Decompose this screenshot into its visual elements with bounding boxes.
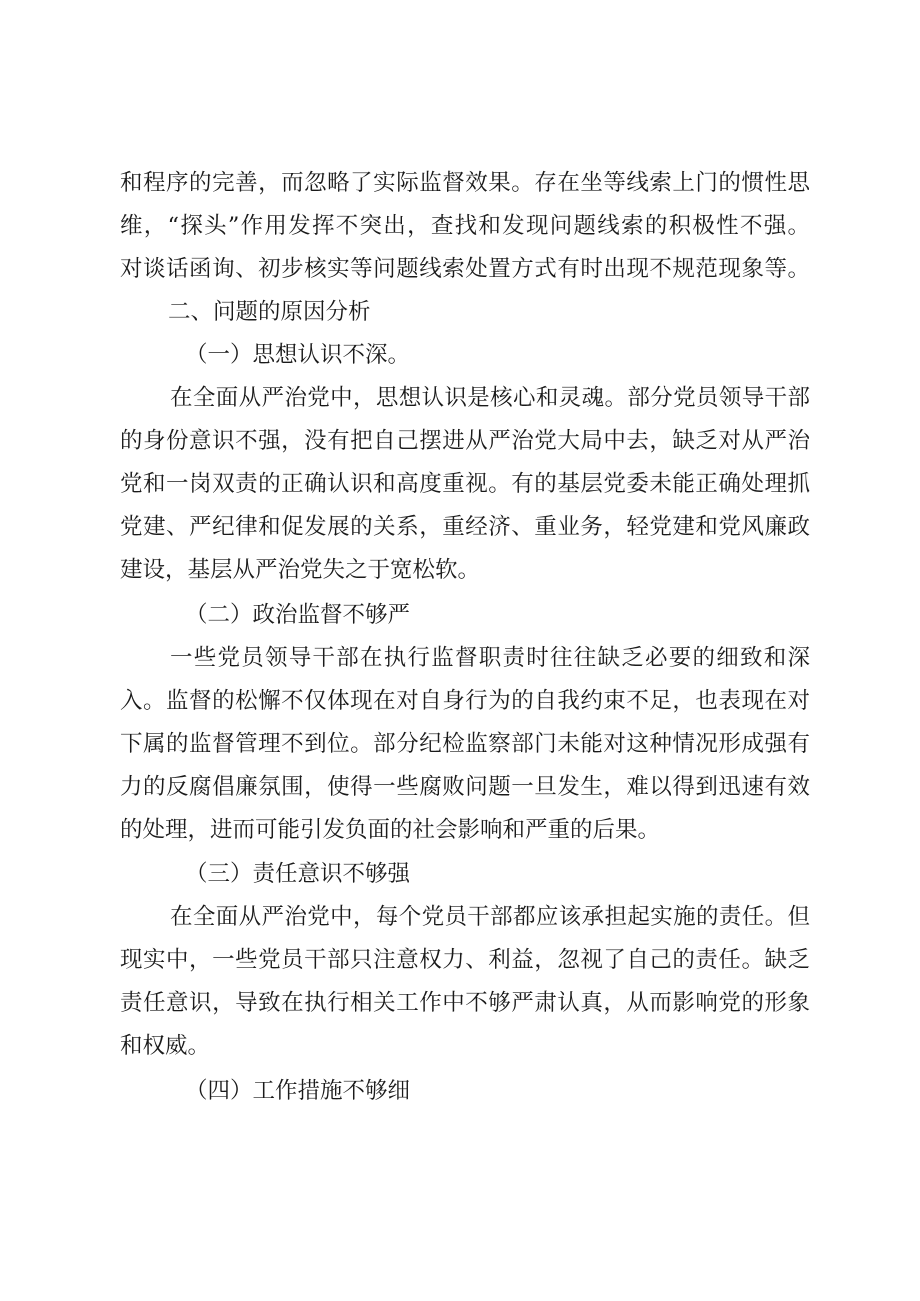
paragraph-line: 责任意识，导致在执行相关工作中不够严肃认真，从而影响党的形象 (120, 990, 810, 1016)
paragraph-line: 的处理，进而可能引发负面的社会影响和严重的后果。 (120, 817, 661, 843)
paragraph-line: 建设，基层从严治党失之于宽松软。 (120, 557, 481, 583)
paragraph-line: 维，“探头”作用发挥不突出，查找和发现问题线索的积极性不强。 (120, 213, 810, 239)
paragraph-line: 党建、严纪律和促发展的关系，重经济、重业务，轻党建和党风廉政 (120, 514, 810, 540)
paragraph-line: 一些党员领导干部在执行监督职责时往往缺乏必要的细致和深 (170, 645, 810, 671)
paragraph-line: 对谈话函询、初步核实等问题线索处置方式有时出现不规范现象等。 (120, 256, 810, 282)
subsection-title: （四）工作措施不够细 (185, 1078, 411, 1104)
paragraph-line: 下属的监督管理不到位。部分纪检监察部门未能对这种情况形成强有 (120, 731, 810, 757)
subsection-title: （一）思想认识不深。 (185, 342, 411, 368)
paragraph-line: 现实中，一些党员干部只注意权力、利益，忽视了自己的责任。缺乏 (120, 947, 810, 973)
paragraph-line: 入。监督的松懈不仅体现在对自身行为的自我约束不足，也表现在对 (120, 688, 810, 714)
paragraph-line: 力的反腐倡廉氛围，使得一些腐败问题一旦发生，难以得到迅速有效 (120, 774, 810, 800)
paragraph-line: 的身份意识不强，没有把自己摆进从严治党大局中去，缺乏对从严治 (120, 428, 810, 454)
subsection-title: （二）政治监督不够严 (185, 602, 411, 628)
subsection-title: （三）责任意识不够强 (185, 861, 411, 887)
paragraph-line: 和程序的完善，而忽略了实际监督效果。存在坐等线索上门的惯性思 (120, 170, 810, 196)
paragraph-line: 和权威。 (120, 1033, 211, 1059)
paragraph-line: 党和一岗双责的正确认识和高度重视。有的基层党委未能正确处理抓 (120, 471, 810, 497)
paragraph-line: 在全面从严治党中，每个党员干部都应该承担起实施的责任。但 (170, 904, 810, 930)
paragraph-line: 在全面从严治党中，思想认识是核心和灵魂。部分党员领导干部 (170, 385, 810, 411)
section-heading: 二、问题的原因分析 (168, 299, 371, 325)
